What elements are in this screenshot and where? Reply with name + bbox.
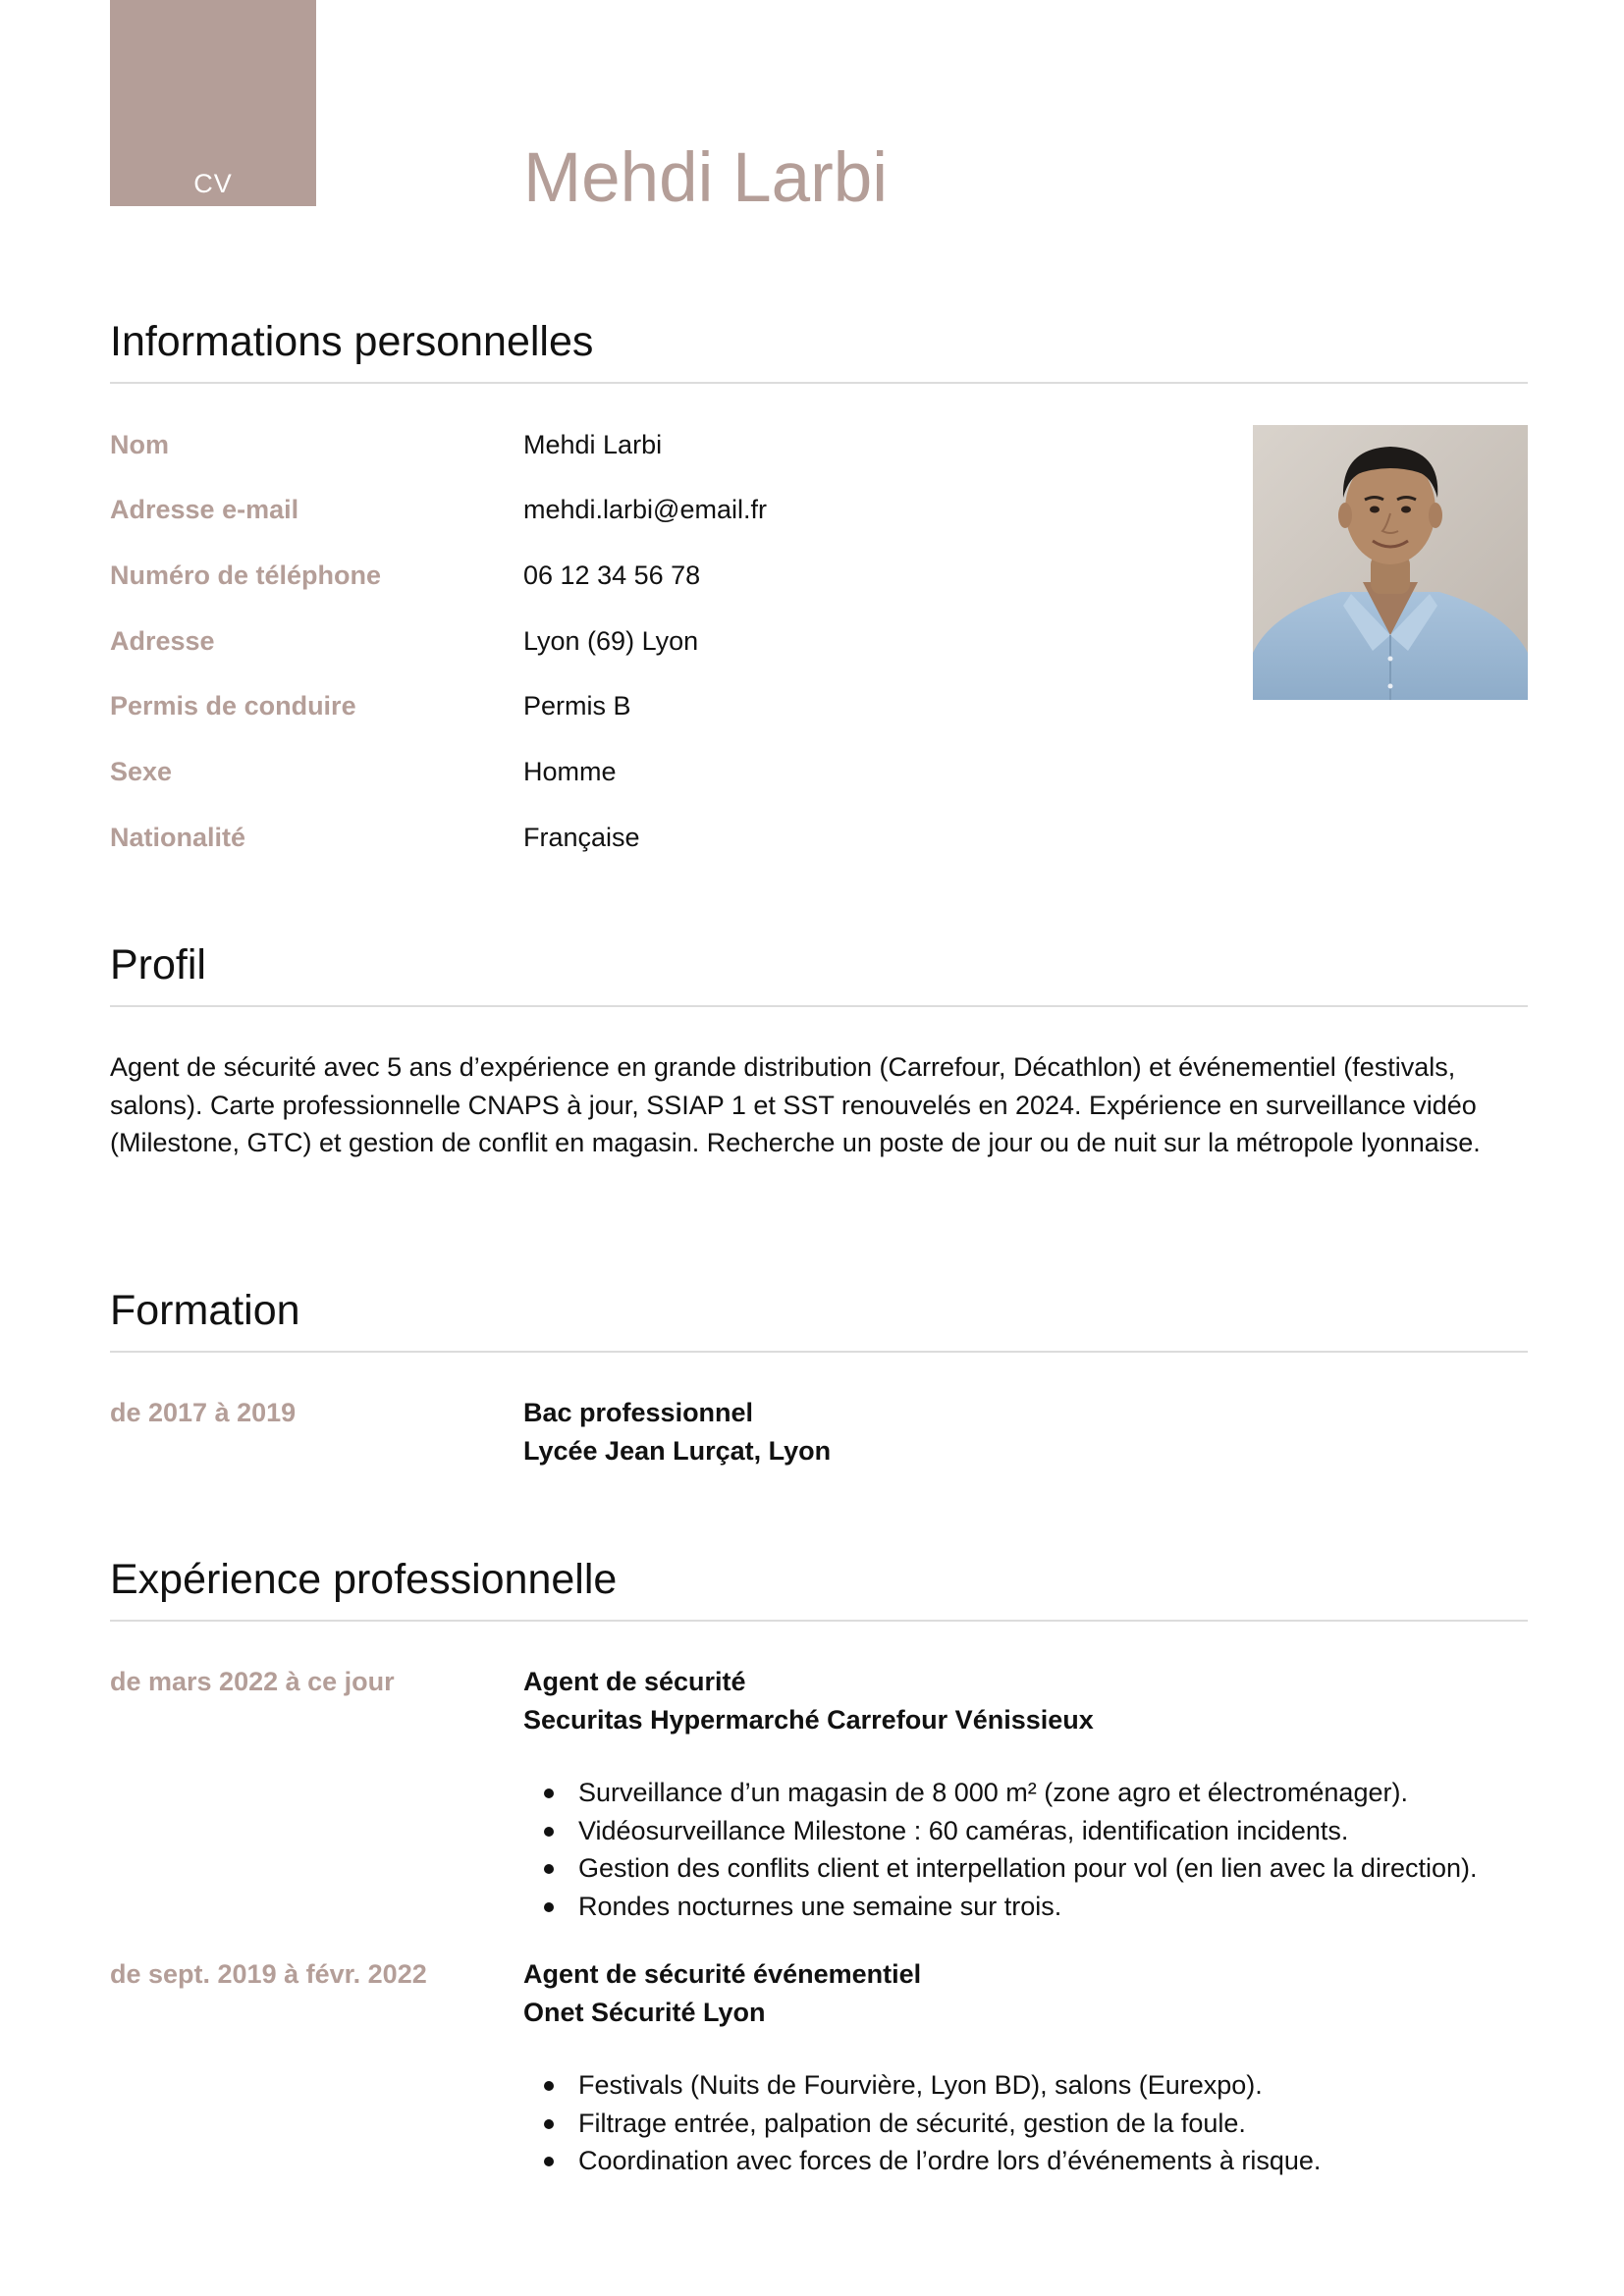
section-heading-profile: Profil	[110, 941, 206, 988]
list-item: Festivals (Nuits de Fourvière, Lyon BD), salons (Eurexpo).	[523, 2066, 1321, 2105]
section-divider	[110, 382, 1528, 384]
education-degree: Bac professionnel	[523, 1398, 754, 1427]
value-email: mehdi.larbi@email.fr	[523, 495, 767, 524]
experience-title: Agent de sécurité événementiel	[523, 1959, 922, 1989]
value-license: Permis B	[523, 691, 631, 721]
value-address: Lyon (69) Lyon	[523, 626, 699, 656]
experience-employer: Securitas Hypermarché Carrefour Vénissieux	[523, 1705, 1094, 1735]
experience-period: de sept. 2019 à févr. 2022	[110, 1959, 427, 1989]
label-email: Adresse e-mail	[110, 495, 299, 524]
list-item: Filtrage entrée, palpation de sécurité, gestion de la foule.	[523, 2105, 1321, 2143]
list-item: Rondes nocturnes une semaine sur trois.	[523, 1888, 1477, 1926]
education-school: Lycée Jean Lurçat, Lyon	[523, 1436, 832, 1466]
experience-title: Agent de sécurité	[523, 1667, 746, 1696]
experience-tasks-list	[523, 1774, 1477, 1925]
label-address: Adresse	[110, 626, 215, 656]
section-divider	[110, 1005, 1528, 1007]
cv-badge-label: CV	[193, 169, 233, 198]
experience-period: de mars 2022 à ce jour	[110, 1667, 395, 1696]
experience-employer: Onet Sécurité Lyon	[523, 1998, 766, 2027]
candidate-name: Mehdi Larbi	[523, 139, 888, 217]
list-item: Vidéosurveillance Milestone : 60 caméras, identification incidents.	[523, 1812, 1477, 1850]
value-phone: 06 12 34 56 78	[523, 561, 701, 590]
section-heading-experience: Expérience professionnelle	[110, 1556, 618, 1603]
profile-photo	[1253, 425, 1528, 700]
experience-tasks-list	[523, 2066, 1321, 2180]
education-period: de 2017 à 2019	[110, 1398, 297, 1427]
cv-badge	[110, 0, 316, 206]
list-item: Surveillance d’un magasin de 8 000 m² (zone agro et électroménager).	[523, 1774, 1477, 1812]
section-divider	[110, 1351, 1528, 1353]
section-divider	[110, 1620, 1528, 1622]
section-heading-education: Formation	[110, 1287, 300, 1334]
label-name: Nom	[110, 430, 169, 459]
profile-summary: Agent de sécurité avec 5 ans d’expérience en grande distribution (Carrefour, Décathlon) et événementiel (festivals, salons). Carte professionnelle CNAPS à jour, SSIAP 1 et SST renouvelés en 2024. Expérience en surveillance vidéo (Milestone, GTC) et gestion de conflit en magasin. Recherche un poste de jour ou de nuit sur la métropole lyonnaise.	[110, 1052, 1481, 1157]
value-nationality: Française	[523, 823, 640, 852]
list-item: Coordination avec forces de l’ordre lors d’événements à risque.	[523, 2142, 1321, 2180]
portrait-illustration	[1253, 425, 1528, 700]
label-nationality: Nationalité	[110, 823, 246, 852]
label-sex: Sexe	[110, 757, 173, 786]
value-name: Mehdi Larbi	[523, 430, 663, 459]
section-heading-personal: Informations personnelles	[110, 318, 594, 365]
value-sex: Homme	[523, 757, 617, 786]
list-item: Gestion des conflits client et interpellation pour vol (en lien avec la direction).	[523, 1849, 1477, 1888]
label-license: Permis de conduire	[110, 691, 356, 721]
label-phone: Numéro de téléphone	[110, 561, 382, 590]
